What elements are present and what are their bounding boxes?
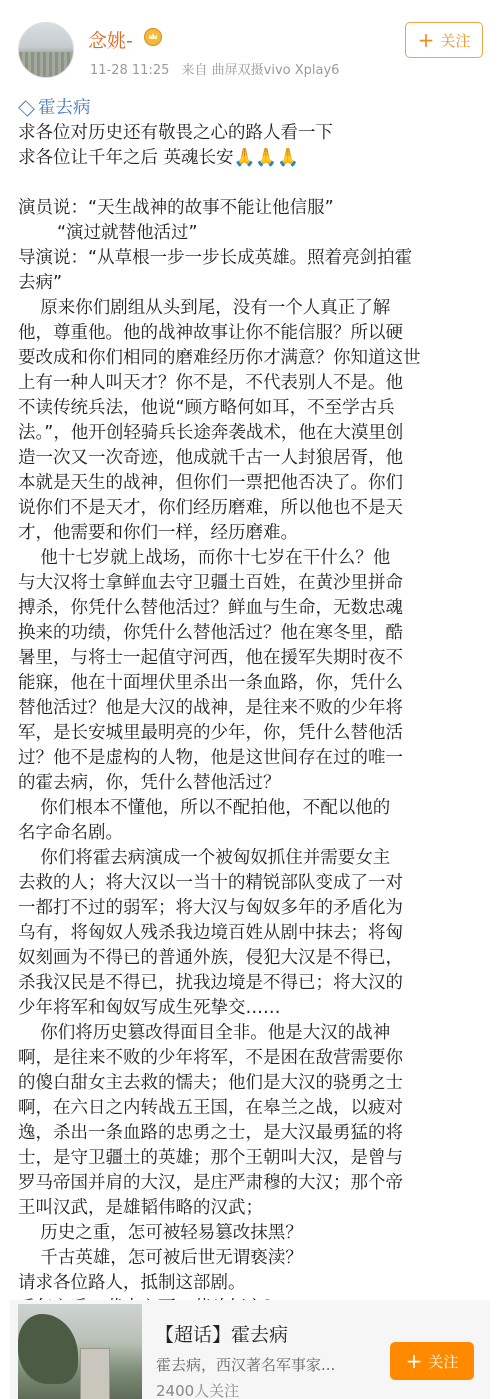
post-line: 你们根本不懂他，所以不配拍他，不配以他的 (18, 798, 391, 818)
post-line: 奴刻画为不得已的普通外族，侵犯大汉是不得已， (18, 948, 403, 968)
post-line: 换来的功绩，你凭什么替他活过？他在寒冬里，酷 (18, 623, 403, 643)
card-thumbnail (18, 1304, 142, 1399)
post-line: 与大汉将士拿鲜血去守卫疆土百姓，在黄沙里拼命 (18, 573, 403, 593)
card-description: 霍去病，西汉著名军事家... (156, 1356, 336, 1374)
post-line: 搏杀，你凭什么替他活过？鲜血与生命，无数忠魂 (18, 598, 403, 618)
post-line: “演过就替他活过” (18, 223, 198, 243)
card-follower-count: 2400人关注 (156, 1382, 240, 1399)
post-line: 去救的人；将大汉以一当十的精锐部队变成了一对 (18, 873, 403, 893)
post-line: 他，尊重他。他的战神故事让你不能信服？所以硬 (18, 323, 403, 343)
post-line: 演员说：“天生战神的故事不能让他信服” (18, 198, 334, 218)
post-time: 11-28 11:25 (90, 63, 170, 78)
card-follow-button[interactable] (390, 1342, 474, 1380)
post-line (18, 171, 488, 196)
post-header (0, 0, 500, 92)
praying-hands-icon: 🙏🙏🙏 (233, 148, 299, 168)
username[interactable]: 念姚- (88, 30, 133, 52)
post-line: 你们将霍去病演成一个被匈奴抓住并需要女主 (18, 848, 391, 868)
post-line: 啊，在六日之内转战五王国，在皋兰之战，以疲对 (18, 1098, 403, 1118)
post-line: 的傻白甜女主去救的懦夫；他们是大汉的骁勇之士 (18, 1073, 403, 1093)
avatar[interactable] (18, 22, 74, 78)
post-line: 名字命名剧。 (18, 823, 123, 843)
post-line: 王叫汉武，是雄韬伟略的汉武； (18, 1198, 263, 1218)
post-line: 的霍去病，你，凭什么替他活过？ (18, 773, 281, 793)
post-line: 士，是守卫疆土的英雄；那个王朝叫大汉，是曾与 (18, 1148, 403, 1168)
post-line: 不读传统兵法，他说“顾方略何如耳，不至学古兵 (18, 398, 395, 418)
post-line: 能寐，他在十面埋伏里杀出一条血路，你，凭什么 (18, 673, 403, 693)
post-line: 军，是长安城里最明亮的少年，你，凭什么替他活 (18, 723, 403, 743)
post-meta (90, 59, 347, 78)
follow-button[interactable] (405, 22, 483, 58)
post-line: 法。”，他开创轻骑兵长途奔袭战术，他在大漠里创 (18, 423, 404, 443)
post-line: 暑里，与将士一起值守河西，他在援军失期时夜不 (18, 648, 403, 668)
post-source: 来自 曲屏双摄vivo Xplay6 (181, 63, 340, 78)
post-line: 啊，是往来不败的少年将军，不是困在敌营需要你 (18, 1048, 403, 1068)
post-line: 少年将军和匈奴写成生死挚交…… (18, 998, 281, 1018)
plus-icon: + (417, 28, 435, 52)
post-line: 逸，杀出一条血路的忠勇之士，是大汉最勇猛的将 (18, 1123, 403, 1143)
post-line: 过？他不是虚构的人物，他是这世间存在过的唯一 (18, 748, 403, 768)
post-line: 去病” (18, 273, 63, 293)
post-line: 求各位对历史还有敬畏之心的路人看一下 (18, 123, 333, 143)
post-line: 历史之重，怎可被轻易篡改抹黑？ (18, 1223, 303, 1243)
follow-label: 关注 (440, 31, 471, 50)
post-line: 罗马帝国并肩的大汉，是庄严肃穆的大汉；那个帝 (18, 1173, 403, 1193)
post-line: 上有一种人叫天才？你不是，不代表别人不是。他 (18, 373, 403, 393)
post-line: 替他活过？他是大汉的战神，是往来不败的少年将 (18, 698, 403, 718)
topic-link[interactable] (18, 96, 488, 121)
post-line: 要改成和你们相同的磨难经历你才满意？你知道这世 (18, 348, 421, 368)
plus-icon: + (405, 1349, 423, 1373)
post-line: 他十七岁就上战场，而你十七岁在干什么？他 (18, 548, 391, 568)
post-line: 求各位让千年之后 英魂长安🙏🙏🙏 (18, 148, 299, 168)
post-line: 本就是天生的战神，但你们一票把他否决了。你们 (18, 473, 403, 493)
card-title: 【超话】霍去病 (155, 1324, 289, 1346)
post-line: 千古英雄，怎可被后世无谓亵渎？ (18, 1248, 303, 1268)
post-line: 才，他需要和你们一样，经历磨难。 (18, 523, 298, 543)
post-line: 说你们不是天才，你们经历磨难，所以他也不是天 (18, 498, 403, 518)
card-follow-label: 关注 (428, 1352, 459, 1371)
post-line: 请求各位路人，抵制这部剧。 (18, 1273, 246, 1293)
post-line: 导演说：“从草根一步一步长成英雄。照着亮剑拍霍 (18, 248, 413, 268)
post-line: 你们将历史篡改得面目全非。他是大汉的战神 (18, 1023, 391, 1043)
topic-diamond-icon (18, 100, 35, 117)
super-topic-card[interactable] (10, 1300, 490, 1399)
post-line: 造一次又一次奇迹，他成就千古一人封狼居胥，他 (18, 448, 403, 468)
post-line: 一都打不过的弱军；将大汉与匈奴多年的矛盾化为 (18, 898, 403, 918)
post-line: 乌有，将匈奴人残杀我边境百姓从剧中抹去；将匈 (18, 923, 403, 943)
post-content (18, 96, 488, 1321)
topic-label: 霍去病 (38, 98, 91, 118)
post-body (18, 121, 488, 1321)
post-line: 原来你们剧组从头到尾，没有一个人真正了解 (18, 298, 391, 318)
crown-badge-icon (144, 28, 162, 46)
post-line: 杀我汉民是不得已，扰我边境是不得已；将大汉的 (18, 973, 403, 993)
